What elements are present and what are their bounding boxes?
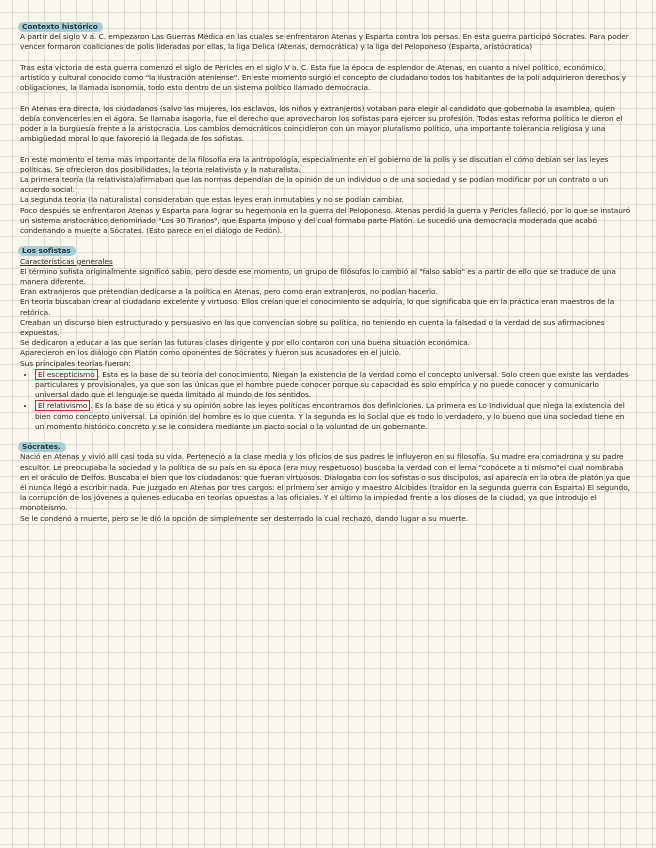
list-item-text: . Esta es la base de su teoría del conocimiento. Niegan la existencia de la verdad como el concepto universal. Solo creen que existe las verdades particulares y provisionales, ya que son las únicas que el hombre puede conocer porque su capacidad es solo empírica y no puede conocer y comunicarlo universal dado que el lenguaje se queda limitado al mundo de los sentidos. bbox=[35, 369, 629, 400]
paragraph: Aparecieron en los diálogo con Platón como oponentes de Sócrates y fueron sus acusadores en el juicio. bbox=[20, 348, 401, 358]
paragraph: Poco después se enfrentaron Atenas y Esparta para lograr su hegemonía en la guerra del Peloponeso. Atenas perdió la guerra y Pericles falleció, por lo que se instauró un sistema aristocrático denominado "Los 30 Tiranos", que Esparta impuso y del cual formaba parte Platón. Le sucedió una democracia moderada que acabó condenando a muerte a Sócrates. (Esto parece en el diálogo de Fedón). bbox=[20, 205, 631, 236]
list-item bbox=[35, 369, 632, 401]
notes-page bbox=[20, 22, 632, 524]
list-item bbox=[35, 400, 632, 432]
subheading: Características generales bbox=[20, 256, 113, 266]
section-heading: Contexto histórico bbox=[18, 22, 103, 32]
paragraph: Eran extranjeros que pretendían dedicarse a la política en Atenas, pero como eran extranjeros, no podían hacerlo. bbox=[20, 287, 438, 297]
section-contexto-historico bbox=[20, 22, 632, 236]
paragraph: Tras esta victoria de esta guerra comenzó el siglo de Pericles en el siglo V a. C. Esta fue la época de esplendor de Atenas, en cuanto a nivel político, económico, artístico y cultural conocido como "la ilustración ateniense". En este momento surgió el concepto de ciudadano todos los habitantes de la poli adquirieron derechos y obligaciones, la llamada isonomía, todo esto dentro de un sistema político llamado democracia. bbox=[20, 62, 627, 93]
paragraph: A partir del siglo V a. C. empezaron Las Guerras Médica en las cuales se enfrentaron Atenas y Esparta contra los persas. En esta guerra participó Sócrates. Para poder vencer formaron coaliciones de polis lideradas por ellas, la liga Delica (Atenas, democrática) y la liga del Peloponeso (Esparta, aristócratica) bbox=[20, 32, 629, 52]
boxed-term: El escepticismo bbox=[35, 369, 98, 380]
list-item-text: . Es la base de su ética y su opinión sobre las leyes políticas encontramos dos definiciones. La primera es Lo Individual que niega la existencia del bien como concepto universal. La opinión del hombre es lo que cuenta. Y la segunda es lo Social que es todo lo verdadero, y lo bueno que una sociedad tiene en un momento histórico concreto y se le considera mediante un pacto social o la voluntad de un gobernante. bbox=[35, 401, 625, 431]
boxed-term: El relativismo bbox=[35, 400, 90, 411]
paragraph: Nació en Atenas y vivió allí casi toda su vida. Perteneció a la clase media y los oficios de sus padres le influyeron en su filosofía. Su madre era comadrona y su padre escultor. Le preocupaba la sociedad y la política de su país en su época (era muy respetuoso) buscaba la verdad con el lema "conócete a ti mismo"el cual nombraba en el oráculo de Delfos. Buscaba el bien que los ciudadanos: que fueran virtuosos. Dialogaba con los sofistas o sus discípulos, así aparecía en la obra de platón ya que él nunca llegó a escribir nada. Fue juzgado en Atenas por tres cargos: el primero ser amigo y maestro Alcibides (traidor en la segunda guerra con Esparta) El segundo, la corrupción de los jóvenes a quienes educaba en teorías opuestas a las oficiales. Y el último la impiedad frente a los dioses de la ciudad, ya que introdujo el monoteísmo. bbox=[20, 452, 631, 513]
paragraph: En Atenas era directa, los ciudadanos (salvo las mujeres, los esclavos, los niños y extranjeros) votaban para elegir al candidato que gobernaba la asamblea, quien debía convencerles en el ágora. Se llamaba isagoria, fue el derecho que aprovecharon los sofistas para ejercer su profesión. Todas estas reforma política le dieron el poder a la burguesía frente a la aristocracia. Los cambios democráticos coincidieron con un mayor pluralismo político, una importante tolerancia religiosa y una ambigüedad moral lo que favoreció la llegada de los sofistas. bbox=[20, 103, 623, 144]
section-heading: Sócrates. bbox=[18, 442, 66, 452]
paragraph: Sus principales teorías fueron: bbox=[20, 358, 131, 368]
paragraph: Creaban un discurso bien estructurado y persuasivo en las que convencían sobre su política, no teniendo en cuenta la falsedad o la verdad de sus afirmaciones expuestas. bbox=[20, 317, 605, 338]
section-los-sofistas bbox=[20, 246, 632, 432]
paragraph: En teoría buscaban crear al ciudadano excelente y virtuoso. Ellos creían que el conocimiento se adquiría, lo que significaba que en la práctica eran maestros de la retórica. bbox=[20, 297, 615, 317]
section-heading: Los sofistas bbox=[18, 246, 76, 256]
paragraph: Se dedicaron a educar a las que serían las futuras clases dirigente y por ello contaron con una buena situación económica. bbox=[20, 338, 471, 348]
paragraph: El término sofista originalmente significó sabio, pero desde ese momento, un grupo de filósofos lo cambió al "falso sabio" es a partir de ello que se traduce de una manera diferente. bbox=[20, 266, 616, 287]
paragraph: En este momento el tema más importante de la filosofía era la antropología, especialmente en el gobierno de la polis y se discutían el cómo debían ser las leyes políticas. Se ofrecieron dos posibilidades, la teoría relativista y la naturalista. bbox=[20, 154, 609, 174]
paragraph: La segunda teoría (la naturalista) consideraban que estas leyes eran inmutables y no se podían cambiar. bbox=[20, 195, 404, 205]
paragraph: Se le condenó a muerte, pero se le dió la opción de simplemente ser desterrado la cual rechazó, dando lugar a su muerte. bbox=[20, 513, 469, 523]
theories-list bbox=[20, 369, 632, 432]
paragraph: La primera teoría (la relativista)afirmaban que las normas dependían de la opinión de un individuo o de una sociedad y se podían modificar por un contrato o un acuerdo social. bbox=[20, 175, 609, 195]
section-socrates bbox=[20, 442, 632, 524]
